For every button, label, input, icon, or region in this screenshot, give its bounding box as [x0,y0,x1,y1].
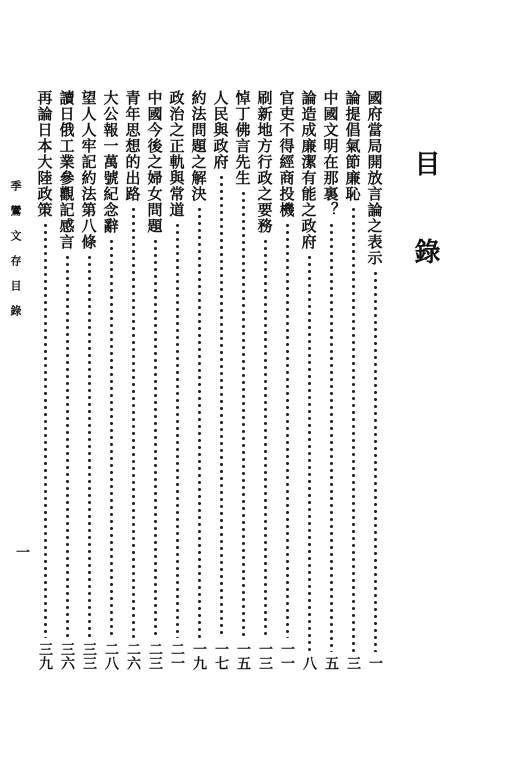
toc-entry-title: 中國文明在那裏？ [321,90,340,218]
toc-leader-dots [352,206,355,652]
toc-entry-page: 三九 [37,642,53,670]
toc-leader-dots [176,222,179,638]
toc-entry-page: 二六 [125,642,141,670]
toc-entry-title: 論提倡氣節廉恥 [343,90,362,202]
toc-entry-title: 約法問題之解決 [189,90,208,202]
running-head: 季鸞文存目錄 [9,180,22,330]
toc-entry-page: 一三 [257,642,273,670]
toc-entry-page: 一 [367,656,383,670]
toc-entry-title: 政治之正軌與常道 [167,90,186,218]
toc-entry[interactable] [322,90,340,670]
toc-entry-title: 望人人牢記約法第八條 [79,90,98,250]
toc-entry[interactable] [146,90,164,670]
toc-entry-title: 中國今後之婦女問題 [145,90,164,234]
toc-leader-dots [198,206,201,638]
toc-entry[interactable] [102,90,120,670]
toc-entry-title: 大公報一萬號紀念辭 [101,90,120,234]
toc-entry-title: 讀日俄工業參觀記感言 [57,90,76,250]
page-folio: 一 [14,545,30,559]
toc-entry-page: 二一 [169,642,185,670]
toc-entry-page: 二三 [147,642,163,670]
toc-leader-dots [132,206,135,638]
toc-entry[interactable] [124,90,142,670]
toc-entry-page: 一九 [191,642,207,670]
toc-entry-page: 一七 [213,642,229,670]
toc-entry[interactable] [80,90,98,670]
toc-entry-title: 再論日本大陸政策 [35,90,54,218]
toc-entry[interactable] [190,90,208,670]
toc-entry-title: 官吏不得經商投機 [277,90,296,218]
toc-entry[interactable] [212,90,230,670]
toc-entry-title: 刷新地方行政之要務 [255,90,274,234]
toc-leader-dots [374,270,377,652]
toc-entry[interactable] [168,90,186,670]
toc-entry-title: 青年思想的出路 [123,90,142,202]
toc-leader-dots [110,238,113,638]
toc-entry[interactable] [58,90,76,670]
toc-entry-page: 二八 [103,642,119,670]
toc-entry-page: 一五 [235,642,251,670]
toc-entry[interactable] [36,90,54,670]
toc-leader-dots [308,254,311,652]
toc-entry-page: 八 [301,656,317,670]
toc-leader-dots [88,254,91,638]
toc-leader-dots [242,190,245,638]
toc-entry-title: 悼丁佛言先生 [233,90,252,186]
toc-entry-page: 三 [345,656,361,670]
toc-entry[interactable] [256,90,274,670]
toc-leader-dots [220,174,223,638]
toc-entry-page: 三三 [81,642,97,670]
toc-entry-page: 一一 [279,642,295,670]
toc-entry[interactable] [344,90,362,670]
toc-leader-dots [44,222,47,638]
toc-entry-title: 人民與政府 [211,90,230,170]
toc-entry[interactable] [278,90,296,670]
toc-entry[interactable] [300,90,318,670]
toc-leader-dots [66,254,69,638]
toc-entry-page: 五 [323,656,339,670]
toc-entry-title: 國府當局開放言論之表示 [365,90,384,266]
toc-entry-page: 三六 [59,642,75,670]
toc-leader-dots [154,238,157,638]
toc-leader-dots [286,222,289,638]
toc-entry-title: 論造成廉潔有能之政府 [299,90,318,250]
toc-entry[interactable] [234,90,252,670]
toc-leader-dots [264,238,267,638]
toc-entry[interactable] [366,90,384,670]
toc-leader-dots [330,222,333,652]
toc-title: 目 錄 [410,150,440,282]
